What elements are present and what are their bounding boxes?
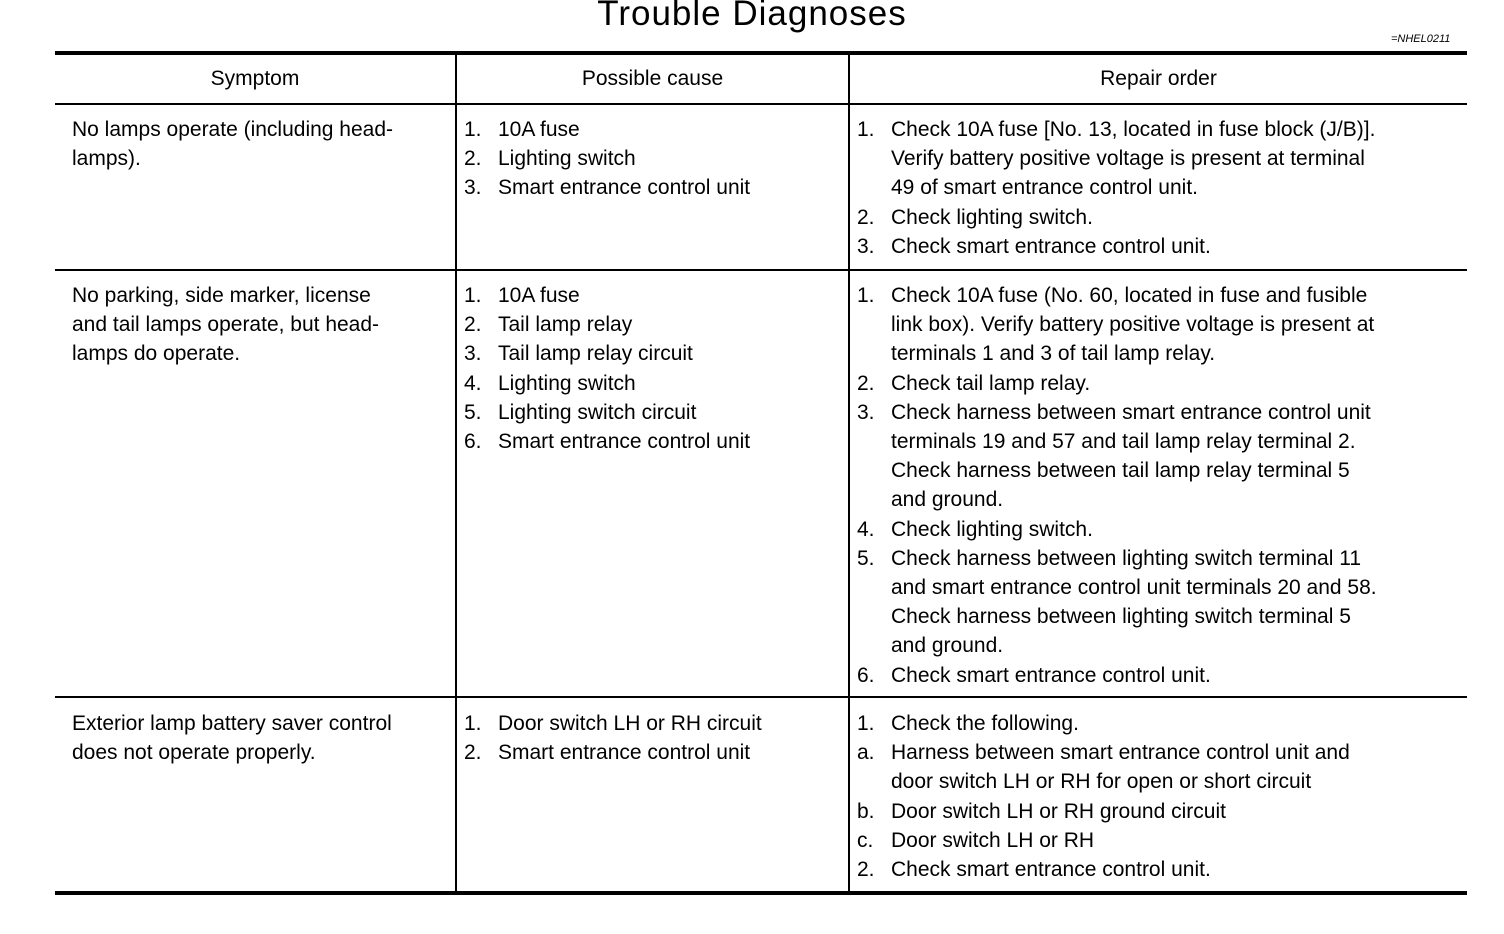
cause-item: 3. Tail lamp relay circuit (464, 342, 693, 366)
cause-item: 6. Smart entrance control unit (464, 430, 751, 454)
header-symptom: Symptom (210, 67, 300, 90)
row-3-symptom (72, 709, 392, 767)
repair-item: 1. Check 10A fuse [No. 13, located in fuse block (J/B)]. (857, 118, 1376, 141)
document-code: =NHEL0211 (1391, 33, 1451, 45)
repair-item: a. Harness between smart entrance control unit and (857, 741, 1350, 765)
row-3-repairs (857, 709, 1350, 884)
repair-item-continuation: Verify battery positive voltage is present at terminal (891, 147, 1365, 171)
repair-item: 5. Check harness between lighting switch terminal 11 (857, 546, 1362, 570)
table-top-rule (55, 51, 1467, 55)
header-possible-cause: Possible cause (581, 67, 724, 90)
cause-item: 4. Lighting switch (464, 371, 636, 395)
cause-item: 1. 10A fuse (464, 284, 580, 307)
cause-item: 2. Smart entrance control unit (464, 741, 751, 765)
repair-item-continuation: 49 of smart entrance control unit. (891, 176, 1198, 200)
symptom-line: No lamps operate (including head- (72, 118, 394, 141)
symptom-line: No parking, side marker, license (72, 284, 371, 307)
row-2-rule (55, 696, 1467, 698)
repair-item-continuation: and ground. (891, 488, 1004, 512)
table-bottom-rule (55, 891, 1467, 895)
cause-item: 3. Smart entrance control unit (464, 176, 751, 200)
repair-item: 2. Check lighting switch. (857, 205, 1093, 229)
header-rule (55, 103, 1467, 105)
repair-item: 1. Check the following. (857, 712, 1079, 735)
repair-item-continuation: Check harness between tail lamp relay terminal 5 (891, 459, 1350, 483)
cause-item: 1. 10A fuse (464, 118, 580, 141)
cause-item: 2. Lighting switch (464, 147, 636, 171)
column-divider-1 (455, 52, 457, 895)
symptom-line: lamps). (72, 147, 141, 171)
header-repair-order: Repair order (1100, 67, 1217, 90)
row-2-symptom (72, 281, 379, 369)
repair-item-continuation: link box). Verify battery positive voltage is present at (891, 313, 1375, 337)
symptom-line: does not operate properly. (72, 741, 316, 765)
repair-item: 2. Check smart entrance control unit. (857, 858, 1211, 882)
repair-item: 1. Check 10A fuse (No. 60, located in fuse and fusible (857, 284, 1368, 307)
column-divider-2 (848, 52, 850, 895)
row-2-causes (464, 281, 750, 456)
row-1-causes (464, 115, 750, 203)
page-title: Trouble Diagnoses (597, 0, 907, 33)
repair-item: c. Door switch LH or RH (857, 828, 1095, 852)
repair-item: b. Door switch LH or RH ground circuit (857, 799, 1226, 823)
repair-item-continuation: Check harness between lighting switch terminal 5 (891, 605, 1351, 629)
row-1-rule (55, 269, 1467, 271)
repair-item: 4. Check lighting switch. (857, 517, 1093, 541)
repair-item-continuation: and smart entrance control unit terminals 20 and 58. (891, 576, 1377, 600)
repair-item: 3. Check harness between smart entrance control unit (857, 400, 1371, 424)
cause-item: 2. Tail lamp relay (464, 313, 633, 337)
repair-item-continuation: terminals 19 and 57 and tail lamp relay terminal 2. (891, 430, 1356, 454)
symptom-line: Exterior lamp battery saver control (72, 712, 392, 735)
cause-item: 1. Door switch LH or RH circuit (464, 712, 762, 735)
row-2-repairs (857, 281, 1377, 690)
repair-item-continuation: terminals 1 and 3 of tail lamp relay. (891, 342, 1216, 366)
repair-item-continuation: and ground. (891, 634, 1004, 658)
cause-item: 5. Lighting switch circuit (464, 400, 697, 424)
symptom-line: and tail lamps operate, but head- (72, 313, 380, 337)
row-1-repairs (857, 115, 1375, 261)
repair-item: 2. Check tail lamp relay. (857, 371, 1091, 395)
repair-item: 3. Check smart entrance control unit. (857, 234, 1211, 258)
repair-item: 6. Check smart entrance control unit. (857, 663, 1211, 687)
row-1-symptom (72, 115, 393, 173)
row-3-causes (464, 709, 762, 767)
repair-item-continuation: door switch LH or RH for open or short circuit (891, 770, 1312, 794)
symptom-line: lamps do operate. (72, 342, 241, 366)
